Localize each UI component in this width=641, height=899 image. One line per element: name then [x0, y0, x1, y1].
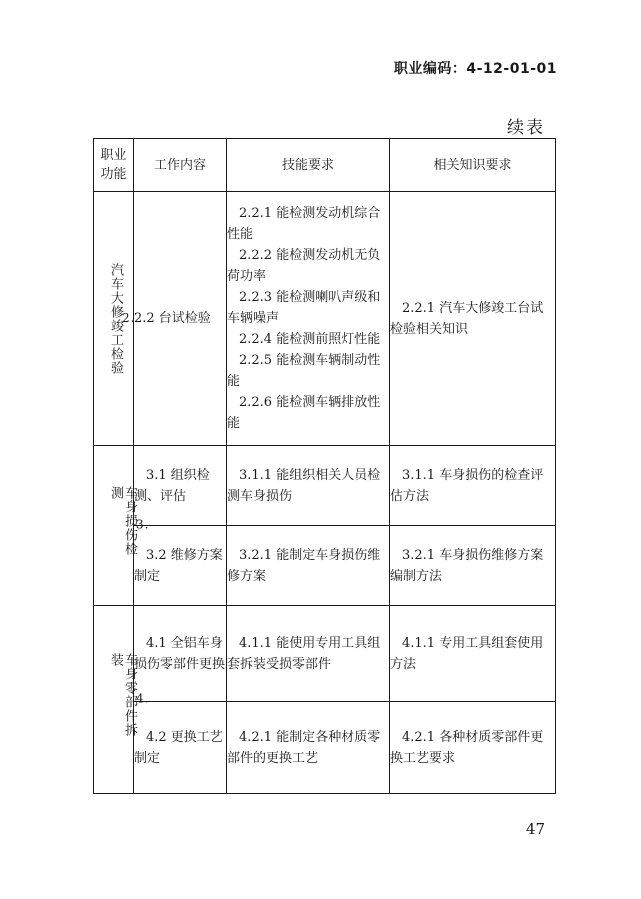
- skill-item: 4.2.1 能制定各种材质零部件的更换工艺: [227, 729, 381, 766]
- function-name: 汽车大修竣工检验: [108, 262, 123, 375]
- knowledge-item: 3.1.1 车身损伤的检查评估方法: [390, 467, 544, 504]
- function-number: 2.: [122, 310, 136, 325]
- column-header-function: [94, 139, 134, 192]
- work-content-text: 3.1 组织检测、评估: [134, 467, 210, 504]
- knowledge-cell: [390, 192, 556, 446]
- column-header-content: 工作内容: [134, 139, 227, 192]
- column-header-function-line2: 功能: [100, 167, 127, 182]
- skill-item: 3.1.1 能组织相关人员检测车身损伤: [227, 467, 381, 504]
- skill-cell: [227, 702, 390, 794]
- knowledge-cell: [390, 702, 556, 794]
- skill-cell: [227, 606, 390, 702]
- table-row: [94, 526, 556, 606]
- work-content-text: 4.1 全铝车身损伤零部件更换: [134, 635, 226, 672]
- skill-item: 2.2.3 能检测喇叭声级和车辆噪声: [227, 290, 381, 326]
- work-content-text: 4.2 更换工艺制定: [134, 729, 223, 766]
- column-header-skills: 技能要求: [227, 139, 390, 192]
- continued-label: 续表: [507, 118, 545, 138]
- occupation-code: 职业编码：4-12-01-01: [393, 61, 557, 77]
- table-row: [94, 702, 556, 794]
- skill-item: 4.1.1 能使用专用工具组套拆装受损零部件: [227, 635, 381, 672]
- skill-item: 2.2.4 能检测前照灯性能: [239, 332, 381, 347]
- skill-cell: [227, 446, 390, 526]
- function-number: 4.: [136, 691, 150, 706]
- column-header-function-line1: 职业: [100, 148, 127, 163]
- function-cell: [94, 606, 150, 794]
- skill-cell: [227, 526, 390, 606]
- knowledge-item: 4.1.1 专用工具组套使用方法: [390, 635, 544, 672]
- knowledge-cell: [390, 446, 556, 526]
- function-name: 车身零部件拆装: [108, 652, 137, 737]
- knowledge-item: 2.2.1 汽车大修竣工台试检验相关知识: [390, 300, 544, 337]
- knowledge-item: 3.2.1 车身损伤维修方案编制方法: [390, 547, 544, 584]
- table-header-row: [94, 139, 556, 192]
- page-number: 47: [525, 820, 545, 838]
- column-header-knowledge: 相关知识要求: [390, 139, 556, 192]
- skill-cell: [227, 192, 390, 446]
- work-content-cell: 2.2 台试检验: [134, 192, 227, 446]
- table-row: [94, 192, 556, 446]
- function-number: 3.: [136, 517, 150, 532]
- function-cell: [94, 192, 134, 446]
- work-content-text: 3.2 维修方案制定: [134, 547, 223, 584]
- function-cell: [94, 446, 150, 606]
- knowledge-cell: [390, 606, 556, 702]
- knowledge-item: 4.2.1 各种材质零部件更换工艺要求: [390, 729, 544, 766]
- table-row: [94, 446, 556, 526]
- skill-item: 2.2.6 能检测车辆排放性能: [227, 395, 381, 431]
- skill-item: 3.2.1 能制定车身损伤维修方案: [227, 547, 381, 584]
- table-row: [94, 606, 556, 702]
- function-name: 车身损伤检测: [108, 485, 137, 556]
- knowledge-cell: [390, 526, 556, 606]
- skill-item: 2.2.2 能检测发动机无负荷功率: [227, 248, 381, 284]
- skill-item: 2.2.1 能检测发动机综合性能: [227, 206, 381, 242]
- skill-item: 2.2.5 能检测车辆制动性能: [227, 353, 381, 389]
- skills-table: [93, 138, 556, 794]
